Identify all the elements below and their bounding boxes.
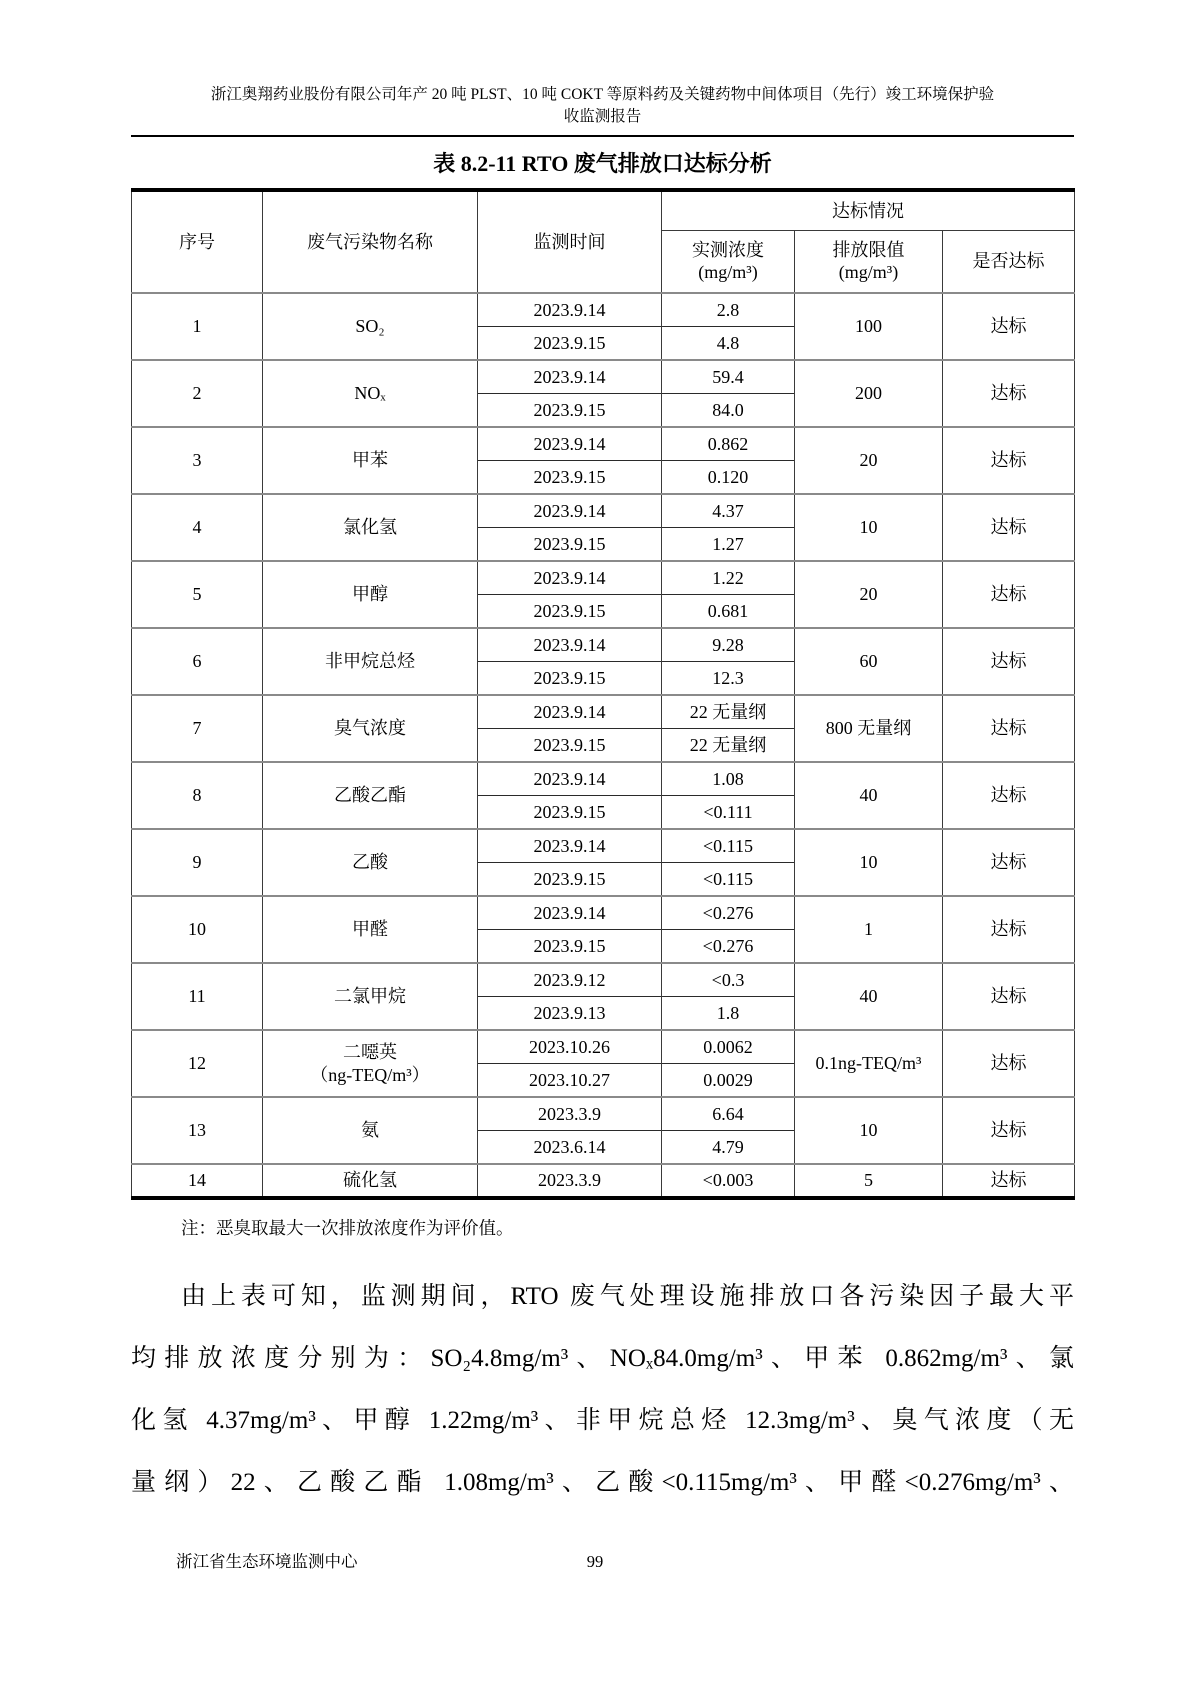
cell-measured-value: 1.22 (662, 561, 795, 595)
cell-limit: 20 (795, 561, 943, 628)
cell-date: 2023.9.14 (478, 494, 662, 528)
pollutant-name-line2: （ng-TEQ/m³） (310, 1064, 430, 1085)
cell-pass: 达标 (943, 963, 1075, 1030)
cell-date: 2023.9.15 (478, 729, 662, 763)
cell-pass: 达标 (943, 695, 1075, 762)
table-row (132, 561, 1075, 595)
cell-date: 2023.9.14 (478, 695, 662, 729)
table-row (132, 1097, 1075, 1131)
cell-pass: 达标 (943, 293, 1075, 360)
cell-pass: 达标 (943, 896, 1075, 963)
cell-pass: 达标 (943, 1164, 1075, 1198)
paragraph-line: 由上表可知，监测期间，RTO 废气处理设施排放口各污染因子最大平 (181, 1282, 1074, 1310)
cell-date: 2023.9.15 (478, 461, 662, 495)
cell-limit: 800 无量纲 (795, 695, 943, 762)
table-row (132, 628, 1075, 662)
col-header-measured-label: 实测浓度 (692, 239, 764, 260)
cell-measured-value: 4.79 (662, 1131, 795, 1165)
col-header-pollutant: 废气污染物名称 (263, 190, 478, 293)
cell-pollutant: 臭气浓度 (263, 695, 478, 762)
cell-pass: 达标 (943, 628, 1075, 695)
cell-date: 2023.3.9 (478, 1097, 662, 1131)
table-row (132, 360, 1075, 394)
cell-pollutant (263, 1030, 478, 1097)
table-row (132, 829, 1075, 863)
cell-measured-value: 0.681 (662, 595, 795, 629)
table-row (132, 762, 1075, 796)
cell-measured-value: 2.8 (662, 293, 795, 327)
cell-pollutant: SO₂ (263, 293, 478, 360)
cell-no: 10 (132, 896, 263, 963)
cell-measured-value: <0.276 (662, 930, 795, 964)
cell-no: 11 (132, 963, 263, 1030)
cell-pollutant: 甲苯 (263, 427, 478, 494)
cell-date: 2023.6.14 (478, 1131, 662, 1165)
paragraph-line: 均排放浓度分别为：SO₂4.8mg/m³、NOₓ84.0mg/m³、甲苯 0.862mg/m³、氯 (131, 1344, 1074, 1372)
cell-measured-value: <0.115 (662, 829, 795, 863)
col-header-measured (662, 230, 795, 293)
cell-limit: 10 (795, 829, 943, 896)
table-title: 表 8.2-11 RTO 废气排放口达标分析 (433, 151, 772, 176)
cell-date: 2023.9.14 (478, 628, 662, 662)
pollutant-name-line1: 二噁英 (343, 1042, 397, 1062)
cell-pollutant: 乙酸乙酯 (263, 762, 478, 829)
running-header (131, 0, 1074, 137)
cell-pass: 达标 (943, 360, 1075, 427)
cell-no: 4 (132, 494, 263, 561)
cell-limit: 5 (795, 1164, 943, 1198)
cell-measured-value: <0.003 (662, 1164, 795, 1198)
cell-limit: 200 (795, 360, 943, 427)
cell-no: 13 (132, 1097, 263, 1164)
cell-date: 2023.9.15 (478, 863, 662, 897)
cell-measured-value: <0.115 (662, 863, 795, 897)
page-footer (0, 1550, 1190, 1574)
table-row (132, 1030, 1075, 1064)
cell-measured-value: 84.0 (662, 394, 795, 428)
cell-limit: 60 (795, 628, 943, 695)
cell-pollutant: 氯化氢 (263, 494, 478, 561)
cell-date: 2023.9.14 (478, 762, 662, 796)
cell-pollutant: 硫化氢 (263, 1164, 478, 1198)
cell-date: 2023.9.15 (478, 327, 662, 361)
cell-pass: 达标 (943, 494, 1075, 561)
cell-date: 2023.9.14 (478, 896, 662, 930)
cell-measured-value: 59.4 (662, 360, 795, 394)
running-header-line2: 收监测报告 (563, 108, 642, 125)
cell-no: 9 (132, 829, 263, 896)
cell-pollutant: NOₓ (263, 360, 478, 427)
running-header-line1: 浙江奥翔药业股份有限公司年产 20 吨 PLST、10 吨 COKT 等原料药及关键药物中间体项目（先行）竣工环境保护验 (210, 86, 995, 103)
cell-measured-value: 1.8 (662, 997, 795, 1031)
col-header-limit-label: 排放限值 (832, 239, 905, 260)
cell-no: 2 (132, 360, 263, 427)
cell-limit: 10 (795, 494, 943, 561)
cell-limit: 0.1ng-TEQ/m³ (795, 1030, 943, 1097)
table-row (132, 1164, 1075, 1198)
cell-date: 2023.9.14 (478, 360, 662, 394)
table-header-row-1 (132, 190, 1075, 230)
cell-measured-value: 0.862 (662, 427, 795, 461)
cell-measured-value: 1.08 (662, 762, 795, 796)
cell-pollutant: 二氯甲烷 (263, 963, 478, 1030)
cell-no: 3 (132, 427, 263, 494)
cell-pass: 达标 (943, 561, 1075, 628)
cell-measured-value: 0.0029 (662, 1064, 795, 1098)
cell-no: 14 (132, 1164, 263, 1198)
cell-pollutant: 甲醇 (263, 561, 478, 628)
footer-organization: 浙江省生态环境监测中心 (176, 1552, 358, 1571)
col-header-time: 监测时间 (478, 190, 662, 293)
cell-measured-value: <0.111 (662, 796, 795, 830)
col-header-limit (795, 230, 943, 293)
cell-date: 2023.9.14 (478, 561, 662, 595)
cell-date: 2023.9.14 (478, 427, 662, 461)
col-header-limit-unit: (mg/m³) (838, 262, 899, 283)
cell-date: 2023.9.15 (478, 394, 662, 428)
col-header-no: 序号 (132, 190, 263, 293)
cell-no: 12 (132, 1030, 263, 1097)
cell-limit: 40 (795, 762, 943, 829)
table-row (132, 293, 1075, 327)
cell-date: 2023.9.15 (478, 796, 662, 830)
cell-date: 2023.10.27 (478, 1064, 662, 1098)
cell-date: 2023.9.14 (478, 829, 662, 863)
table-note: 注：恶臭取最大一次排放浓度作为评价值。 (181, 1217, 514, 1238)
cell-no: 7 (132, 695, 263, 762)
cell-measured-value: 22 无量纲 (662, 695, 795, 729)
cell-date: 2023.9.15 (478, 528, 662, 562)
cell-pass: 达标 (943, 829, 1075, 896)
table-row (132, 695, 1075, 729)
cell-date: 2023.9.14 (478, 293, 662, 327)
cell-measured-value: 9.28 (662, 628, 795, 662)
cell-pollutant: 氨 (263, 1097, 478, 1164)
cell-pollutant: 非甲烷总烃 (263, 628, 478, 695)
page-number: 99 (586, 1552, 604, 1571)
body-paragraph (131, 1266, 1074, 1514)
cell-measured-value: 4.8 (662, 327, 795, 361)
cell-measured-value: 0.0062 (662, 1030, 795, 1064)
cell-pass: 达标 (943, 427, 1075, 494)
cell-measured-value: 12.3 (662, 662, 795, 696)
cell-pollutant: 乙酸 (263, 829, 478, 896)
cell-pollutant: 甲醛 (263, 896, 478, 963)
table-row (132, 896, 1075, 930)
cell-no: 8 (132, 762, 263, 829)
cell-no: 5 (132, 561, 263, 628)
cell-date: 2023.9.15 (478, 662, 662, 696)
table-row (132, 427, 1075, 461)
table-row (132, 494, 1075, 528)
col-header-measured-unit: (mg/m³) (698, 262, 758, 283)
col-header-compliance-group: 达标情况 (662, 190, 1075, 230)
cell-measured-value: 4.37 (662, 494, 795, 528)
cell-pass: 达标 (943, 1097, 1075, 1164)
cell-limit: 10 (795, 1097, 943, 1164)
cell-date: 2023.9.15 (478, 595, 662, 629)
cell-date: 2023.9.13 (478, 997, 662, 1031)
cell-measured-value: 1.27 (662, 528, 795, 562)
cell-measured-value: <0.3 (662, 963, 795, 997)
cell-measured-value: 6.64 (662, 1097, 795, 1131)
cell-date: 2023.9.15 (478, 930, 662, 964)
cell-no: 6 (132, 628, 263, 695)
compliance-table (131, 188, 1075, 1200)
cell-limit: 1 (795, 896, 943, 963)
cell-date: 2023.10.26 (478, 1030, 662, 1064)
cell-pass: 达标 (943, 1030, 1075, 1097)
col-header-pass: 是否达标 (943, 230, 1075, 293)
cell-measured-value: 0.120 (662, 461, 795, 495)
cell-limit: 100 (795, 293, 943, 360)
table-row (132, 963, 1075, 997)
paragraph-line: 化氢 4.37mg/m³、甲醇 1.22mg/m³、非甲烷总烃 12.3mg/m³、臭气浓度（无 (131, 1406, 1074, 1434)
cell-date: 2023.9.12 (478, 963, 662, 997)
cell-limit: 20 (795, 427, 943, 494)
cell-no: 1 (132, 293, 263, 360)
cell-limit: 40 (795, 963, 943, 1030)
cell-measured-value: <0.276 (662, 896, 795, 930)
cell-pass: 达标 (943, 762, 1075, 829)
page-content (131, 0, 1074, 1514)
cell-date: 2023.3.9 (478, 1164, 662, 1198)
cell-measured-value: 22 无量纲 (662, 729, 795, 763)
paragraph-line: 量纲）22、乙酸乙酯 1.08mg/m³、乙酸<0.115mg/m³、甲醛<0.276mg/m³、 (131, 1468, 1074, 1496)
